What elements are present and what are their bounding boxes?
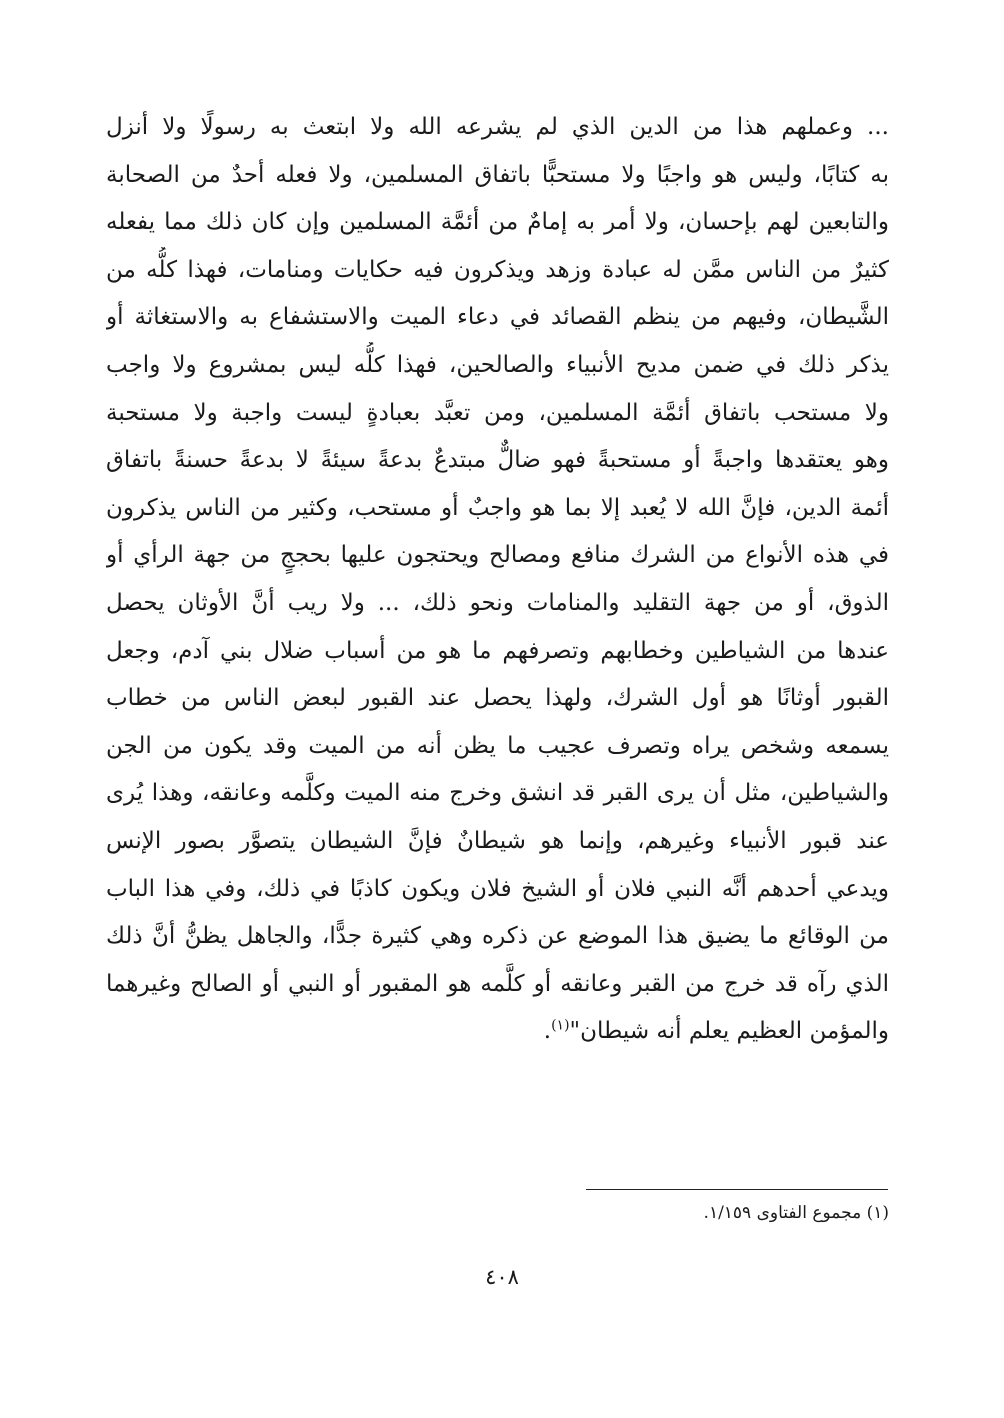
footnote-divider	[586, 1189, 888, 1190]
text-line: عند قبور الأنبياء وغيرهم، وإنما هو شيطانٌ فإنَّ الشيطان يتصوَّر بصور الإنس	[106, 827, 889, 854]
text-line: الذي رآه قد خرج من القبر وعانقه أو كلَّمه هو المقبور أو النبي أو الصالح وغيرهما	[106, 970, 889, 997]
page-number: ٤٠٨	[485, 1265, 519, 1289]
text-line-last	[106, 1008, 889, 1056]
text-line: من الوقائع ما يضيق هذا الموضع عن ذكره وهي كثيرة جدًّا، والجاهل يظنُّ أنَّ ذلك	[106, 923, 889, 950]
text-line: يذكر ذلك في ضمن مديح الأنبياء والصالحين، فهذا كلُّه ليس بمشروع ولا واجب	[106, 351, 889, 378]
last-line-text: والمؤمن العظيم يعلم أنه شيطان"	[569, 1018, 889, 1045]
text-line: به كتابًا، وليس هو واجبًا ولا مستحبًّا باتفاق المسلمين، ولا فعله أحدٌ من الصحابة	[106, 161, 889, 188]
text-line: والتابعين لهم بإحسان، ولا أمر به إمامٌ من أئمَّة المسلمين وإن كان ذلك مما يفعله	[106, 209, 889, 236]
footnote: (١) مجموع الفتاوى ١/١٥٩.	[703, 1203, 889, 1223]
text-line: كثيرٌ من الناس ممَّن له عبادة وزهد ويذكرون فيه حكايات ومنامات، فهذا كلُّه من	[106, 256, 889, 283]
text-line: ولا مستحب باتفاق أئمَّة المسلمين، ومن تعبَّد بعبادةٍ ليست واجبة ولا مستحبة	[106, 399, 889, 426]
text-line: ويدعي أحدهم أنَّه النبي فلان أو الشيخ فلان ويكون كاذبًا في ذلك، وفي هذا الباب	[106, 875, 889, 902]
text-line: عندها من الشياطين وخطابهم وتصرفهم ما هو من أسباب ضلال بني آدم، وجعل	[106, 637, 889, 664]
text-line: ... وعملهم هذا من الدين الذي لم يشرعه الله ولا ابتعث به رسولًا ولا أنزل	[106, 114, 889, 140]
text-line: الشَّيطان، وفيهم من ينظم القصائد في دعاء الميت والاستشفاع به والاستغاثة أو	[106, 304, 889, 331]
text-line: القبور أوثانًا هو أول الشرك، ولهذا يحصل عند القبور لبعض الناس من خطاب	[106, 685, 889, 712]
text-line: أئمة الدين، فإنَّ الله لا يُعبد إلا بما هو واجبٌ أو مستحب، وكثير من الناس يذكرون	[106, 494, 889, 521]
text-line: في هذه الأنواع من الشرك منافع ومصالح ويحتجون عليها بحججٍ من جهة الرأي أو	[106, 542, 889, 569]
main-text	[106, 104, 889, 1056]
text-line: وهو يعتقدها واجبةً أو مستحبةً فهو ضالٌّ مبتدعٌ بدعةً سيئةً لا بدعةً حسنةً باتفاق	[106, 447, 889, 474]
text-line: والشياطين، مثل أن يرى القبر قد انشق وخرج منه الميت وكلَّمه وعانقه، وهذا يُرى	[106, 780, 889, 807]
last-line-end: .	[543, 1018, 552, 1045]
text-line: الذوق، أو من جهة التقليد والمنامات ونحو ذلك، ... ولا ريب أنَّ الأوثان يحصل	[106, 589, 889, 616]
text-line: يسمعه وشخص يراه وتصرف عجيب ما يظن أنه من الميت وقد يكون من الجن	[106, 732, 889, 759]
footnote-reference[interactable]: (١)	[551, 1017, 570, 1034]
